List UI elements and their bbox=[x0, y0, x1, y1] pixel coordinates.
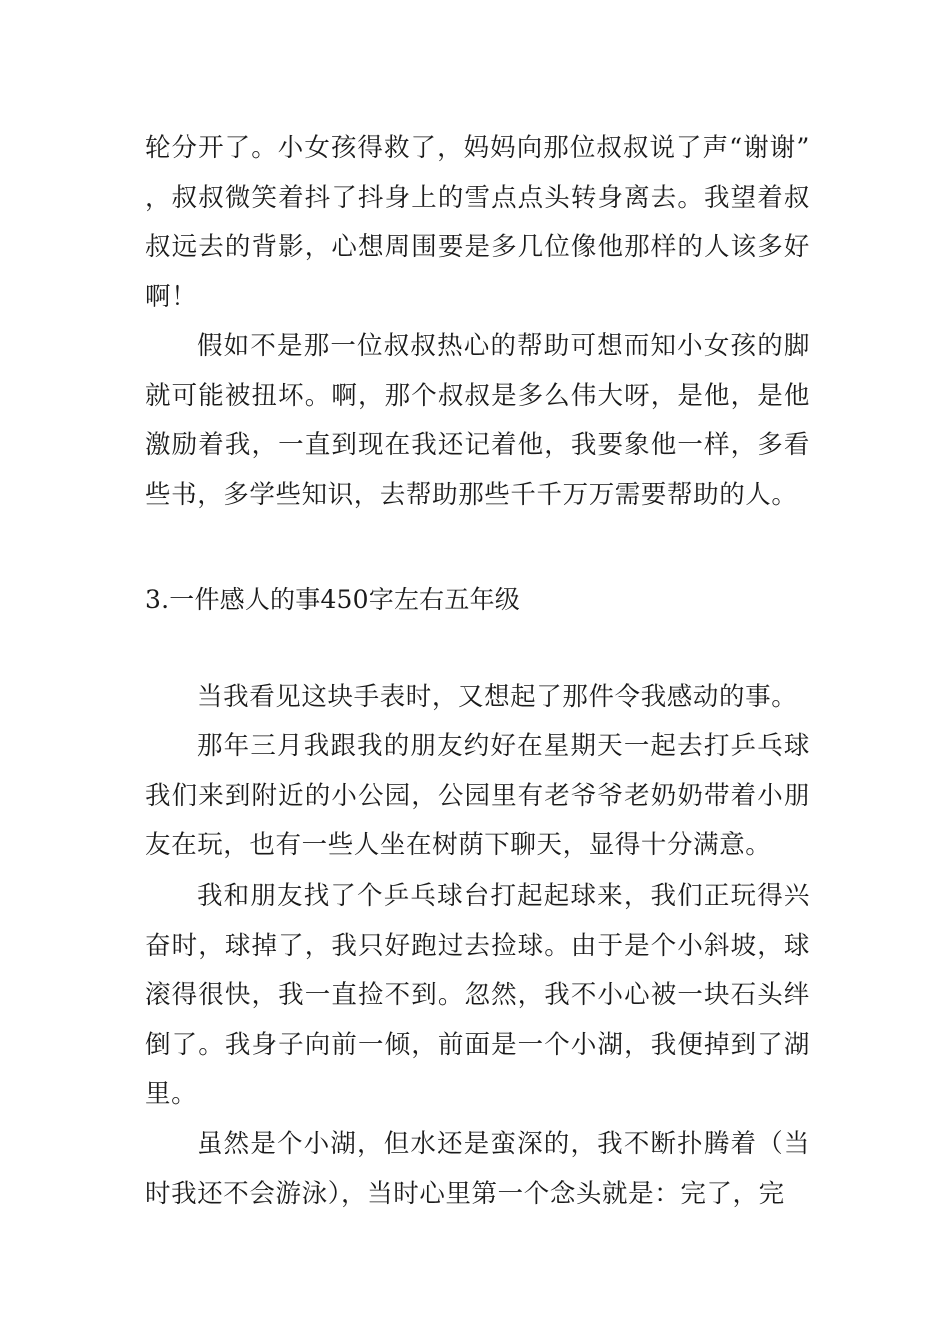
paragraph: 虽然是个小湖，但水还是蛮深的，我不断扑腾着（当时我还不会游泳），当时心里第一个念头就是：完了，完 bbox=[145, 1129, 810, 1209]
section-heading: 3.一件感人的事450字左右五年级 bbox=[145, 585, 520, 614]
paragraph: 当我看见这块手表时，又想起了那件令我感动的事。 bbox=[197, 682, 798, 712]
paragraph-continued: 轮分开了。小女孩得救了，妈妈向那位叔叔说了声“谢谢”，叔叔微笑着抖了抖身上的雪点点头转身离去。我望着叔叔远去的背影，心想周围要是多几位像他那样的人该多好啊！ bbox=[145, 133, 810, 312]
paragraph: 我和朋友找了个乒乓球台打起起球来，我们正玩得兴奋时，球掉了，我只好跑过去捡球。由于是个小斜坡，球滚得很快，我一直捡不到。忽然，我不小心被一块石头绊倒了。我身子向前一倾，前面是一个小湖，我便掉到了湖里。 bbox=[145, 881, 810, 1110]
paragraph: 假如不是那一位叔叔热心的帮助可想而知小女孩的脚就可能被扭坏。啊，那个叔叔是多么伟大呀，是他，是他激励着我，一直到现在我还记着他，我要象他一样，多看些书，多学些知识，去帮助那些千千万万需要帮助的人。 bbox=[145, 331, 810, 510]
paragraph: 那年三月我跟我的朋友约好在星期天一起去打乒乓球我们来到附近的小公园，公园里有老爷爷老奶奶带着小朋友在玩，也有一些人坐在树荫下聊天，显得十分满意。 bbox=[145, 731, 810, 861]
